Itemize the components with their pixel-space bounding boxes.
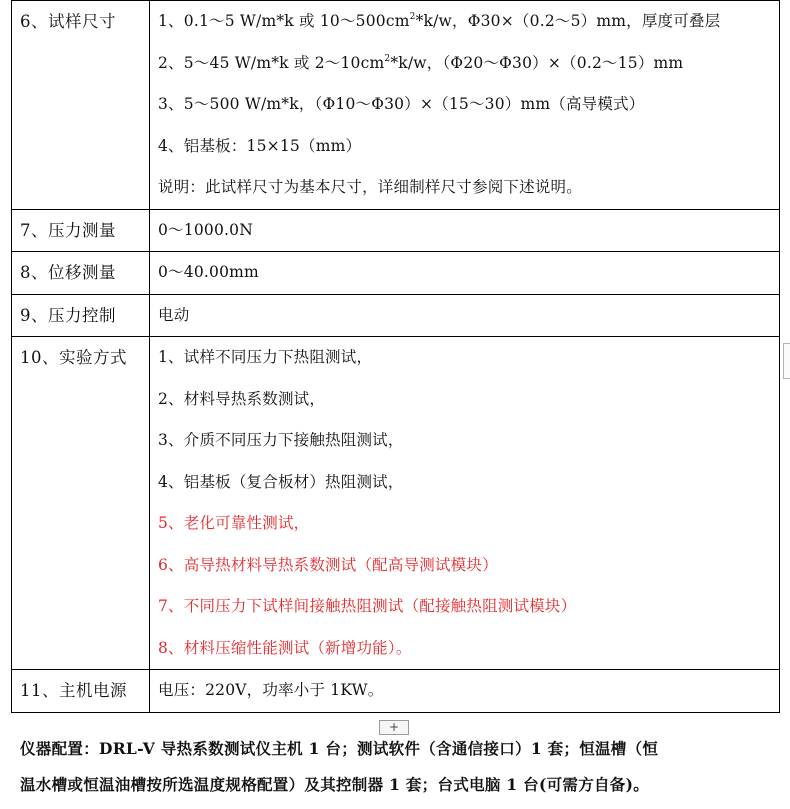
value-text: 3、介质不同压力下接触热阻测试， <box>158 431 404 449</box>
table-row <box>12 670 780 713</box>
row-label-cell <box>12 337 150 670</box>
value-line <box>158 586 779 628</box>
value-text: 1、0.1～5 W/m*k 或 10～500cm <box>158 12 410 30</box>
value-line <box>158 337 779 379</box>
value-text: 0～1000.0N <box>158 220 253 239</box>
value-line <box>158 1 779 43</box>
value-line <box>158 545 779 587</box>
value-text-continued: *k/w，Φ30×（0.2～5）mm，厚度可叠层 <box>415 12 721 30</box>
value-text: 1、试样不同压力下热阻测试， <box>158 348 373 366</box>
value-text: 说明：此试样尺寸为基本尺寸，详细制样尺寸参阅下述说明。 <box>158 178 582 196</box>
value-line <box>158 628 779 670</box>
row-value-cell <box>150 252 780 295</box>
superscript: 2 <box>384 53 391 64</box>
value-line <box>158 210 779 252</box>
table-row <box>12 1 780 210</box>
value-line <box>158 252 779 294</box>
value-line <box>158 462 779 504</box>
value-text: 2、5～45 W/m*k 或 2～10cm <box>158 53 385 72</box>
superscript: 2 <box>409 12 416 22</box>
value-text: 电动 <box>158 305 190 324</box>
value-line <box>158 420 779 462</box>
row-label: 11、主机电源 <box>20 681 127 700</box>
value-text: 2、材料导热系数测试， <box>158 389 326 408</box>
row-label-cell <box>12 209 150 252</box>
row-value-cell <box>150 209 780 252</box>
table-row <box>12 337 780 670</box>
row-value-cell <box>150 1 780 210</box>
row-label-cell <box>12 252 150 295</box>
value-line <box>158 167 779 209</box>
row-label-cell <box>12 670 150 713</box>
row-label: 9、压力控制 <box>20 305 116 325</box>
value-text: 3、5～500 W/m*k，（Φ10～Φ30）×（15～30）mm（高导模式） <box>158 95 645 113</box>
spec-table <box>11 0 780 713</box>
value-text: 电压：220V，功率小于 1KW。 <box>158 681 384 699</box>
value-line <box>158 84 779 126</box>
value-line <box>158 670 779 712</box>
value-line <box>158 503 779 545</box>
value-line <box>158 379 779 421</box>
config-line-2: 温水槽或恒温油槽按所选温度规格配置）及其控制器 1 套；台式电脑 1 台(可需方自备)。 <box>20 775 650 794</box>
value-line <box>158 126 779 168</box>
config-paragraph <box>20 731 780 803</box>
value-text: 8、材料压缩性能测试（新增功能）。 <box>158 638 412 657</box>
row-label: 8、位移测量 <box>20 263 116 282</box>
value-text: 4、铝基板：15×15（mm） <box>158 136 362 155</box>
value-text-continued: *k/w，（Φ20～Φ30）×（0.2～15）mm <box>390 53 684 72</box>
row-label: 6、试样尺寸 <box>20 12 116 31</box>
row-label-cell <box>12 1 150 210</box>
value-text: 0～40.00mm <box>158 263 259 281</box>
row-value-cell <box>150 294 780 337</box>
row-label-cell <box>12 294 150 337</box>
value-text: 4、铝基板（复合板材）热阻测试， <box>158 472 404 491</box>
table-row <box>12 294 780 337</box>
row-value-cell <box>150 670 780 713</box>
add-row-button[interactable]: + <box>379 720 409 735</box>
row-value-cell <box>150 337 780 670</box>
row-label: 7、压力测量 <box>20 220 116 240</box>
value-line <box>158 43 779 85</box>
table-row <box>12 209 780 252</box>
value-line <box>158 295 779 337</box>
value-text: 6、高导热材料导热系数测试（配高导测试模块） <box>158 555 498 574</box>
table-resize-handle[interactable] <box>783 343 790 379</box>
table-row <box>12 252 780 295</box>
value-text: 5、老化可靠性测试， <box>158 514 310 532</box>
value-text: 7、不同压力下试样间接触热阻测试（配接触热阻测试模块） <box>158 597 577 615</box>
config-line-1: 仪器配置：DRL-V 导热系数测试仪主机 1 台；测试软件（含通信接口）1 套；恒温槽（恒 <box>20 739 659 758</box>
row-label: 10、实验方式 <box>20 348 127 367</box>
